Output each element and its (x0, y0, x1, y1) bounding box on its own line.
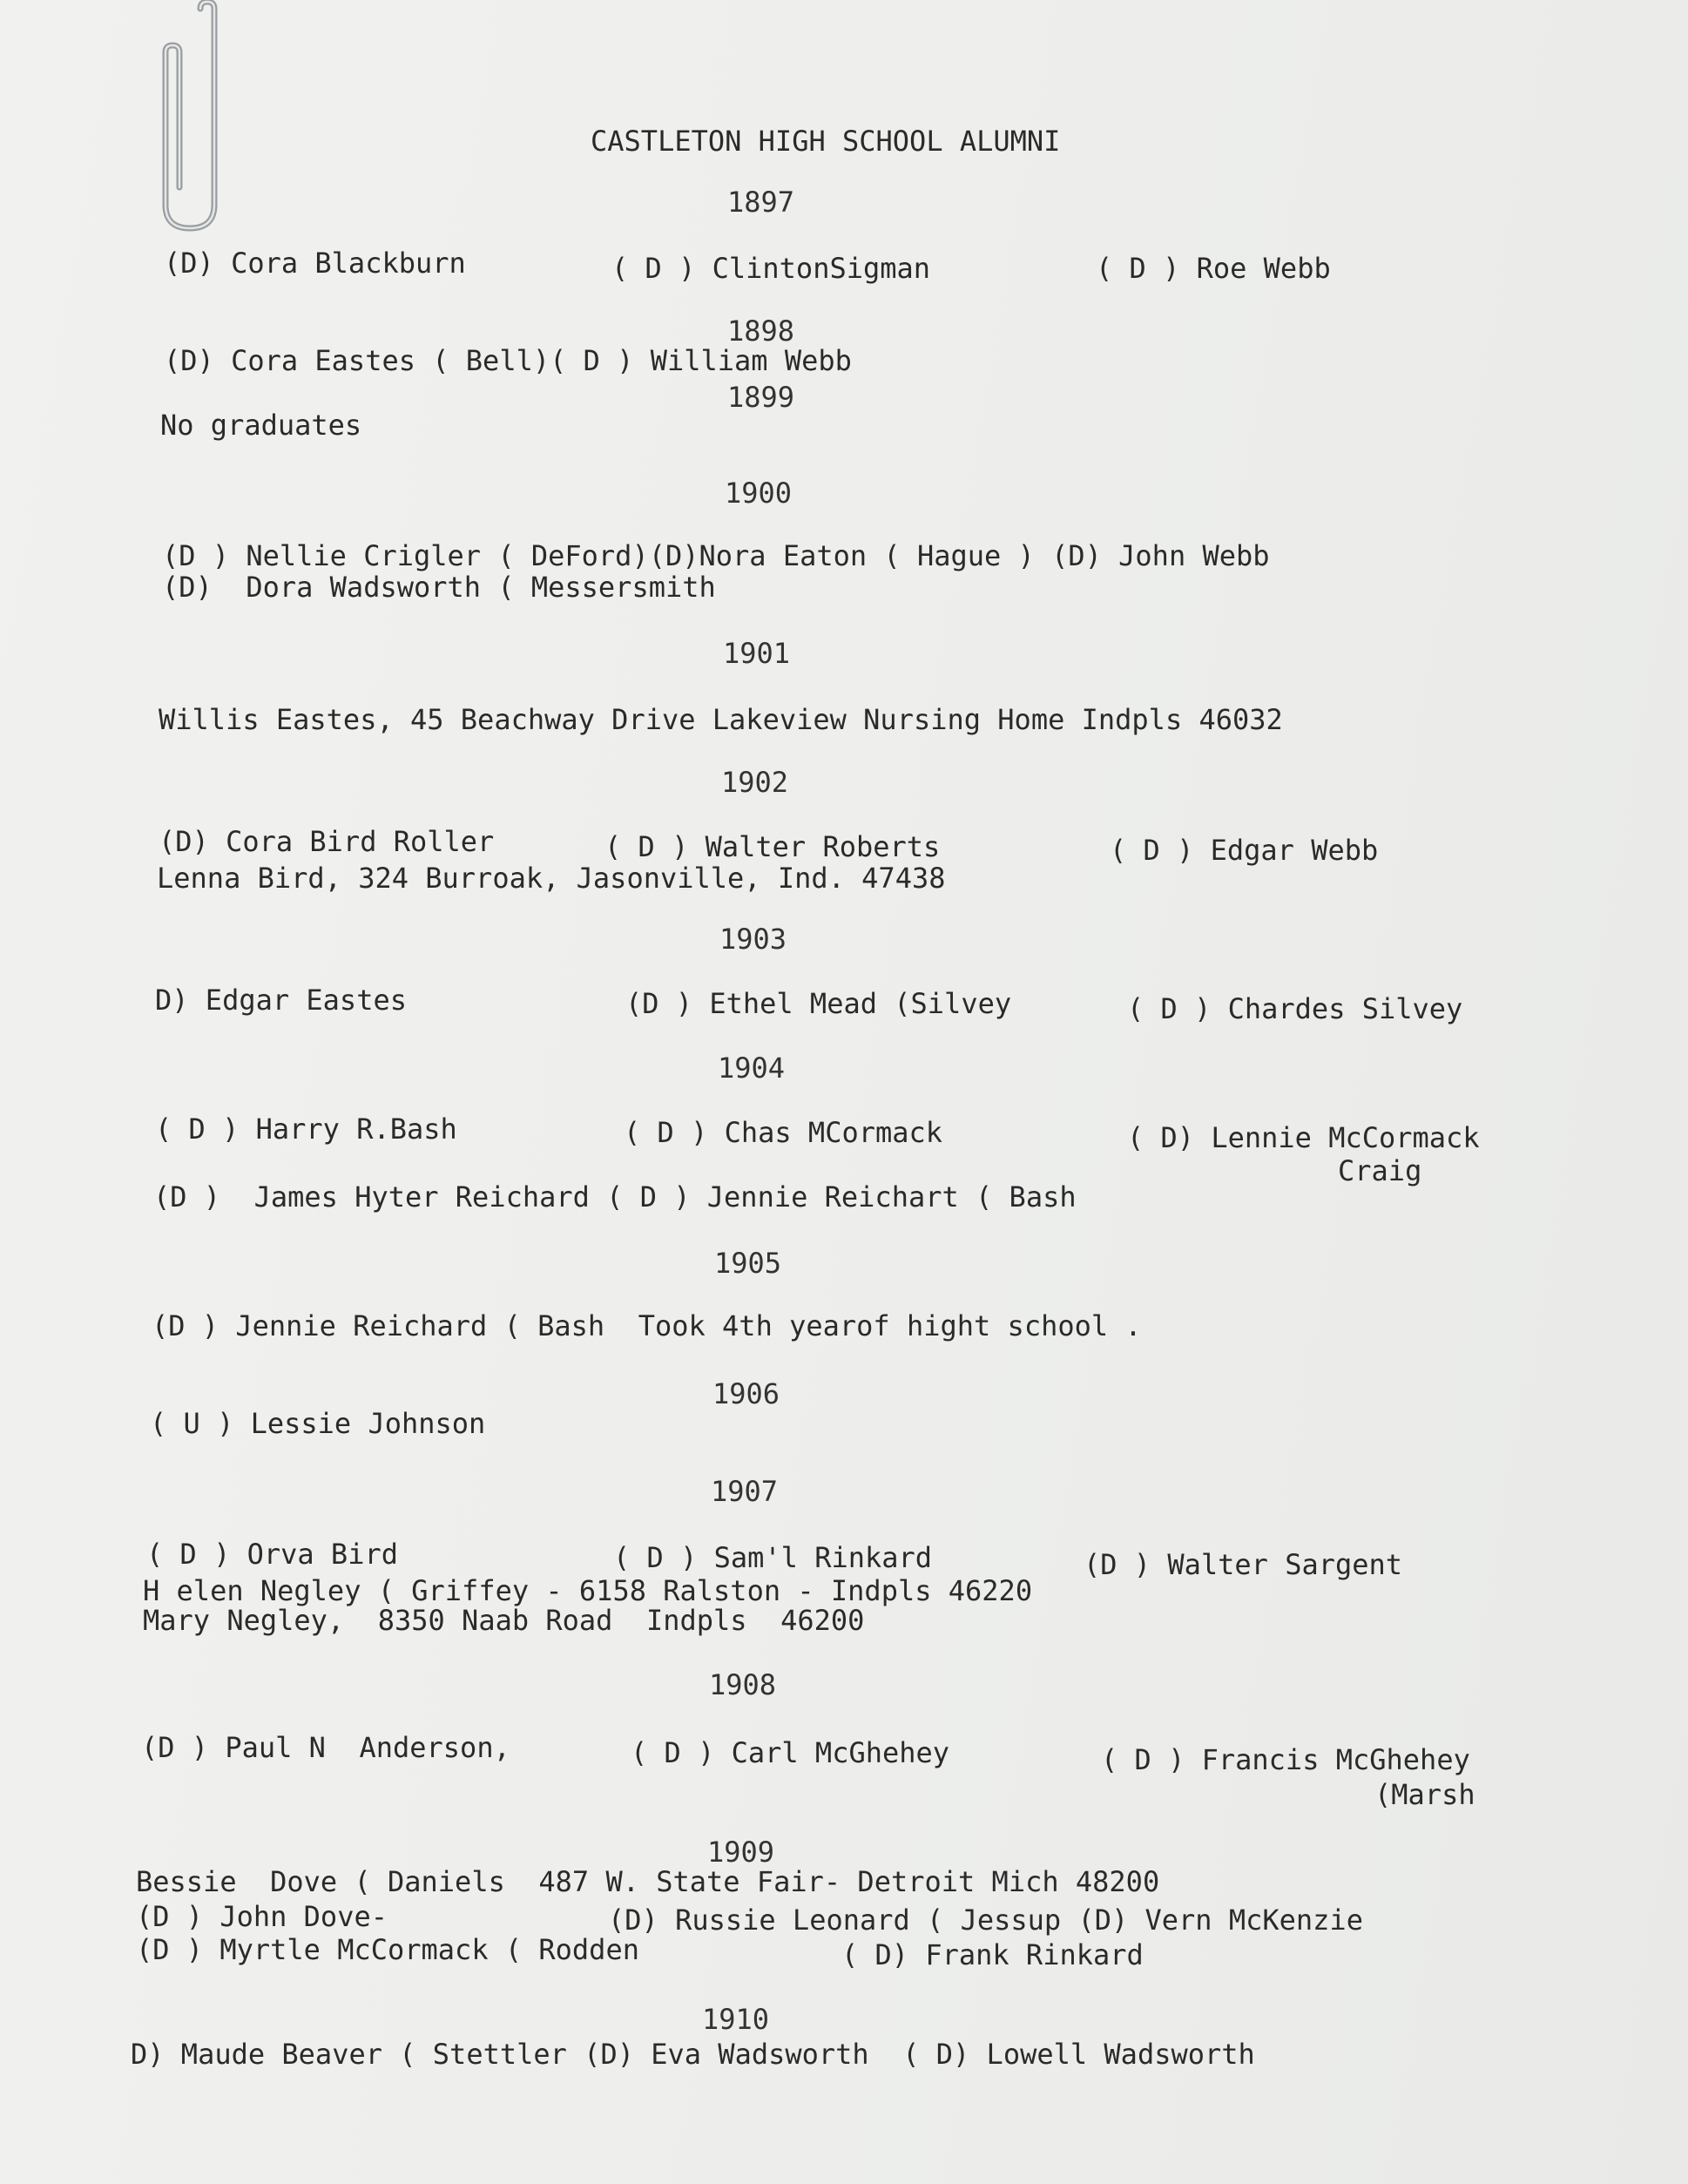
alumni-entry: ( D ) Orva Bird (146, 1538, 398, 1571)
alumni-entry: ( D ) Chardes Silvey (1127, 992, 1463, 1025)
page-title: CASTLETON HIGH SCHOOL ALUMNI (591, 125, 1061, 158)
alumni-entry: Willis Eastes, 45 Beachway Drive Lakeview Nursing Home Indpls 46032 (159, 703, 1283, 736)
alumni-entry: ( D ) Chas MCormack (624, 1116, 943, 1149)
year-heading-1908: 1908 (709, 1668, 777, 1701)
alumni-entry: (D ) Paul N Anderson, (141, 1731, 510, 1764)
alumni-entry: ( D ) Roe Webb (1096, 252, 1331, 285)
alumni-entry: (D) Cora Bird Roller (159, 825, 495, 858)
year-heading-1905: 1905 (714, 1247, 782, 1280)
alumni-entry: ( D ) Francis McGhehey (1101, 1743, 1470, 1776)
year-heading-1910: 1910 (702, 2003, 770, 2036)
alumni-entry: Craig (1338, 1154, 1422, 1187)
alumni-entry: (D ) John Dove- (136, 1900, 388, 1933)
alumni-entry: ( D ) ClintonSigman (611, 252, 931, 285)
year-heading-1900: 1900 (725, 477, 793, 510)
alumni-entry: D) Maude Beaver ( Stettler (D) Eva Wadsworth ( D) Lowell Wadsworth (131, 2038, 1255, 2071)
alumni-entry: (D) Dora Wadsworth ( Messersmith (162, 571, 716, 604)
alumni-entry: (D ) Ethel Mead (Silvey (625, 987, 1012, 1020)
alumni-entry: (D ) Jennie Reichard ( Bash Took 4th yearof hight school . (152, 1309, 1142, 1342)
alumni-entry: ( D ) Walter Roberts (604, 830, 941, 863)
alumni-entry: No graduates (160, 409, 362, 442)
alumni-entry: ( D ) Carl McGhehey (631, 1736, 950, 1769)
year-heading-1906: 1906 (712, 1377, 780, 1410)
alumni-entry: ( D ) Edgar Webb (1110, 834, 1379, 867)
alumni-entry: ( D ) Sam'l Rinkard (613, 1541, 933, 1574)
year-heading-1904: 1904 (718, 1051, 786, 1085)
alumni-entry: ( D ) Harry R.Bash (155, 1112, 457, 1146)
alumni-entry: Mary Negley, 8350 Naab Road Indpls 46200 (143, 1604, 865, 1637)
alumni-entry: Lenna Bird, 324 Burroak, Jasonville, Ind. 47438 (157, 862, 946, 895)
year-heading-1897: 1897 (727, 186, 795, 219)
alumni-entry: (D) Cora Blackburn (164, 247, 466, 280)
year-heading-1907: 1907 (711, 1475, 779, 1508)
alumni-entry: (D ) Walter Sargent (1084, 1548, 1403, 1581)
year-heading-1903: 1903 (719, 923, 787, 956)
paper-clip-icon (148, 0, 232, 244)
alumni-entry: H elen Negley ( Griffey - 6158 Ralston - Indpls 46220 (143, 1574, 1033, 1607)
alumni-entry: D) Edgar Eastes (155, 984, 407, 1017)
alumni-entry: Bessie Dove ( Daniels 487 W. State Fair- Detroit Mich 48200 (136, 1865, 1160, 1898)
alumni-entry: (D) Cora Eastes ( Bell)( D ) William Webb (164, 344, 852, 377)
alumni-entry: ( D) Lennie McCormack (1127, 1121, 1480, 1154)
alumni-entry: (D ) James Hyter Reichard ( D ) Jennie Reichart ( Bash (153, 1180, 1077, 1214)
alumni-entry: ( U ) Lessie Johnson (150, 1407, 486, 1440)
year-heading-1901: 1901 (723, 637, 791, 670)
year-heading-1902: 1902 (721, 766, 789, 799)
year-heading-1899: 1899 (727, 381, 795, 414)
alumni-entry: (D ) Myrtle McCormack ( Rodden (136, 1933, 639, 1966)
alumni-entry: ( D) Frank Rinkard (841, 1938, 1144, 1971)
year-heading-1909: 1909 (707, 1836, 775, 1869)
year-heading-1898: 1898 (727, 314, 795, 348)
alumni-entry: (Marsh (1374, 1778, 1475, 1811)
alumni-entry: (D ) Nellie Crigler ( DeFord)(D)Nora Eaton ( Hague ) (D) John Webb (162, 539, 1270, 572)
alumni-entry: (D) Russie Leonard ( Jessup (D) Vern McKenzie (608, 1903, 1363, 1937)
